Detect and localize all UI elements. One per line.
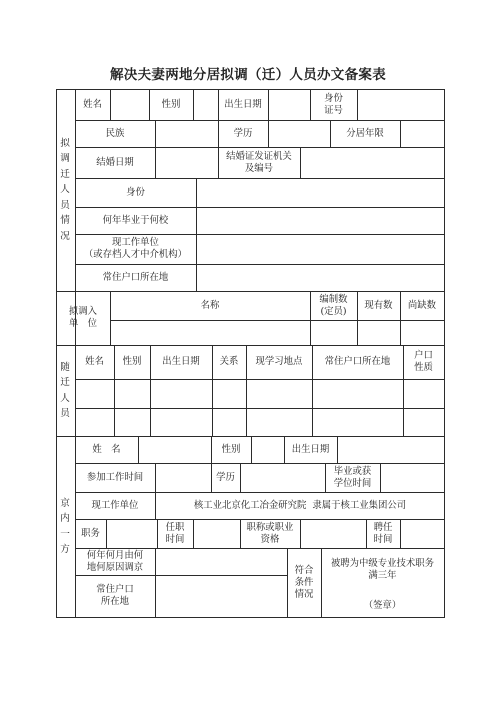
hire-time-label: 聘任 时间 <box>373 521 393 545</box>
spouse-employer-value: 核工业北京化工冶金研究院 隶属于核工业集团公司 <box>193 499 407 511</box>
applicant-gender-label: 性别 <box>161 98 181 110</box>
current-employer-label: 现工作单位 （或存档人才中介机构） <box>83 237 188 260</box>
companion-study-header: 现学习地点 <box>255 356 303 367</box>
applicant-identity-label: 身份 <box>126 186 145 198</box>
companion-name-header: 姓名 <box>85 356 104 367</box>
vacancy-label: 尚缺数 <box>407 299 437 311</box>
graduation-label: 何年毕业于何校 <box>102 214 169 226</box>
beijing-spouse-label: 京 内 一 方 <box>60 497 70 555</box>
applicant-ethnicity-label: 民族 <box>105 127 125 139</box>
current-count-label: 现有数 <box>364 299 393 311</box>
seal-text: （签章） <box>363 600 402 611</box>
position-time-label: 任职 时间 <box>165 521 185 545</box>
companion-relation-header: 关系 <box>219 356 239 367</box>
receiving-unit-label: 拟调入 单 位 <box>68 306 98 329</box>
spouse-hukou-label: 常住户口 所在地 <box>96 584 134 607</box>
applicant-hukou-label: 常住户口所在地 <box>102 271 169 283</box>
spouse-education-label: 学历 <box>216 471 235 483</box>
conditions-label: 符合 条件 情况 <box>294 564 314 600</box>
companion-hukou-header: 常住户口所在地 <box>324 356 391 367</box>
spouse-employer-label: 现工作单位 <box>91 499 139 511</box>
companion-gender-header: 性别 <box>122 356 142 367</box>
companion-birth-header: 出生日期 <box>162 356 200 367</box>
professional-title-label: 职称或职业 资格 <box>246 521 294 545</box>
years-apart-label: 分居年限 <box>346 127 384 139</box>
applicant-name-label: 姓名 <box>83 98 102 110</box>
applicant-education-label: 学历 <box>233 127 253 139</box>
unit-name-label: 名称 <box>200 299 220 311</box>
applicant-birth-label: 出生日期 <box>224 98 262 110</box>
quota-label: 编制数 (定员) <box>319 293 348 317</box>
spouse-birth-label: 出生日期 <box>291 443 330 455</box>
marriage-date-label: 结婚日期 <box>96 156 134 168</box>
conditions-value: 被聘为中级专业技术职务 满三年 <box>330 558 435 581</box>
graduation-degree-label: 毕业或获 学位时间 <box>333 465 372 489</box>
spouse-name-label: 姓 名 <box>92 443 121 455</box>
spouse-position-label: 职务 <box>81 527 100 539</box>
marriage-cert-label: 结婚证发证机关 及编号 <box>226 150 292 174</box>
section-applicant-label: 拟 调 迁 人 员 情 况 <box>60 137 70 242</box>
accompanying-persons-label: 随 迁 人 员 <box>60 361 70 419</box>
form-title: 解决夫妻两地分居拟调（迁）人员办文备案表 <box>110 67 386 83</box>
applicant-id-label: 身份 证号 <box>324 92 343 116</box>
work-start-label: 参加工作时间 <box>86 471 144 483</box>
companion-hukou-type-header: 户口 性质 <box>414 350 433 373</box>
transfer-history-label: 何年何月由何 地何原因调京 <box>86 549 144 573</box>
spouse-gender-label: 性别 <box>221 443 241 455</box>
